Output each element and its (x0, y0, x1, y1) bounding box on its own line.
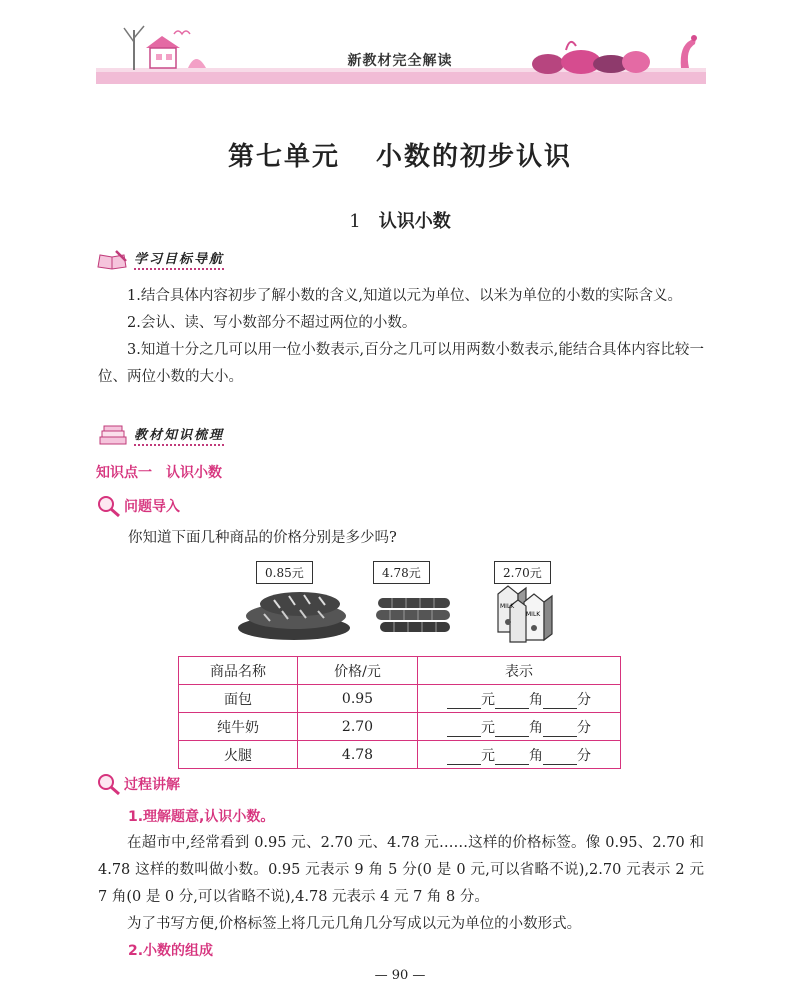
table-row (179, 685, 621, 713)
price-tag-milk: 2.70元 (494, 561, 551, 584)
process-heading-row (96, 772, 180, 796)
unit-jiao: 角 (529, 747, 543, 764)
process-body (98, 830, 704, 938)
unit-title-part1: 第七单元 (227, 142, 340, 172)
process-step-2: 2.小数的组成 (128, 943, 214, 959)
milk-cartons-illustration (490, 582, 564, 644)
unit-fen: 分 (577, 691, 591, 708)
bread-illustration (234, 586, 352, 644)
book-pencil-icon (96, 247, 130, 271)
table-cell-name: 火腿 (179, 741, 298, 769)
goals-heading: 学习目标导航 (134, 248, 224, 270)
knowledge-point-title: 知识点一 认识小数 (96, 465, 222, 481)
header-banner (96, 12, 706, 84)
table-cell-fill (418, 713, 621, 741)
table-cell-fill (418, 741, 621, 769)
knowledge-heading: 教材知识梳理 (134, 424, 224, 446)
ham-sausages-illustration (372, 592, 456, 638)
table-cell-name: 纯牛奶 (179, 713, 298, 741)
table-header: 价格/元 (298, 657, 418, 685)
lesson-name: 认识小数 (378, 211, 451, 232)
lesson-number: 1 (349, 211, 361, 232)
table-header: 表示 (418, 657, 621, 685)
process-step-1: 1.理解题意,认识小数。 (128, 809, 275, 825)
goal-item-2: 2.会认、读、写小数部分不超过两位的小数。 (127, 315, 417, 331)
goal-item-3: 3.知道十分之几可以用一位小数表示,百分之几可以用两数小数表示,能结合具体内容比较一位、两位小数的大小。 (98, 342, 704, 385)
process-heading: 过程讲解 (124, 777, 180, 793)
price-table (178, 656, 621, 769)
milk-label: MILK (526, 611, 541, 618)
table-cell-price: 0.95 (298, 685, 418, 713)
price-tag-ham: 4.78元 (373, 561, 430, 584)
question-heading-row (96, 494, 180, 518)
unit-title-part2: 小数的初步认识 (376, 142, 573, 172)
unit-title (0, 136, 800, 173)
table-header: 商品名称 (179, 657, 298, 685)
page-number: — 90 — (374, 968, 426, 983)
table-row (179, 741, 621, 769)
header-title: 新教材完全解读 (347, 53, 453, 69)
table-row (179, 713, 621, 741)
table-cell-price: 2.70 (298, 713, 418, 741)
question-heading: 问题导入 (124, 499, 180, 515)
process-paragraph-1: 在超市中,经常看到 0.95 元、2.70 元、4.78 元……这样的价格标签。像 0.95、2.70 和 4.78 这样的数叫做小数。0.95 元表示 9 角 5 分(0 是 0 元,可以省略不说),2.70 元表示 2 元 7 角(0 是 0 分,可以省略不说),4.78 元表示 4 元 7 角 8 分。 (98, 835, 704, 905)
lesson-title (0, 207, 800, 233)
table-cell-fill (418, 685, 621, 713)
unit-yuan: 元 (481, 747, 495, 764)
knowledge-section-heading (96, 422, 224, 448)
question-text: 你知道下面几种商品的价格分别是多少吗? (128, 530, 397, 546)
magnifier-icon (96, 772, 122, 796)
goals-list (98, 283, 704, 391)
unit-jiao: 角 (529, 719, 543, 736)
table-cell-price: 4.78 (298, 741, 418, 769)
unit-fen: 分 (577, 747, 591, 764)
books-icon (96, 423, 130, 447)
goal-item-1: 1.结合具体内容初步了解小数的含义,知道以元为单位、以米为单位的小数的实际含义。 (127, 288, 682, 304)
unit-jiao: 角 (529, 691, 543, 708)
magnifier-icon (96, 494, 122, 518)
table-cell-name: 面包 (179, 685, 298, 713)
unit-yuan: 元 (481, 719, 495, 736)
process-paragraph-2: 为了书写方便,价格标签上将几元几角几分写成以元为单位的小数形式。 (127, 916, 582, 932)
table-header-row (179, 657, 621, 685)
price-tag-bread: 0.85元 (256, 561, 313, 584)
milk-label: MILK (500, 603, 515, 610)
unit-fen: 分 (577, 719, 591, 736)
goals-section-heading (96, 246, 224, 272)
unit-yuan: 元 (481, 691, 495, 708)
